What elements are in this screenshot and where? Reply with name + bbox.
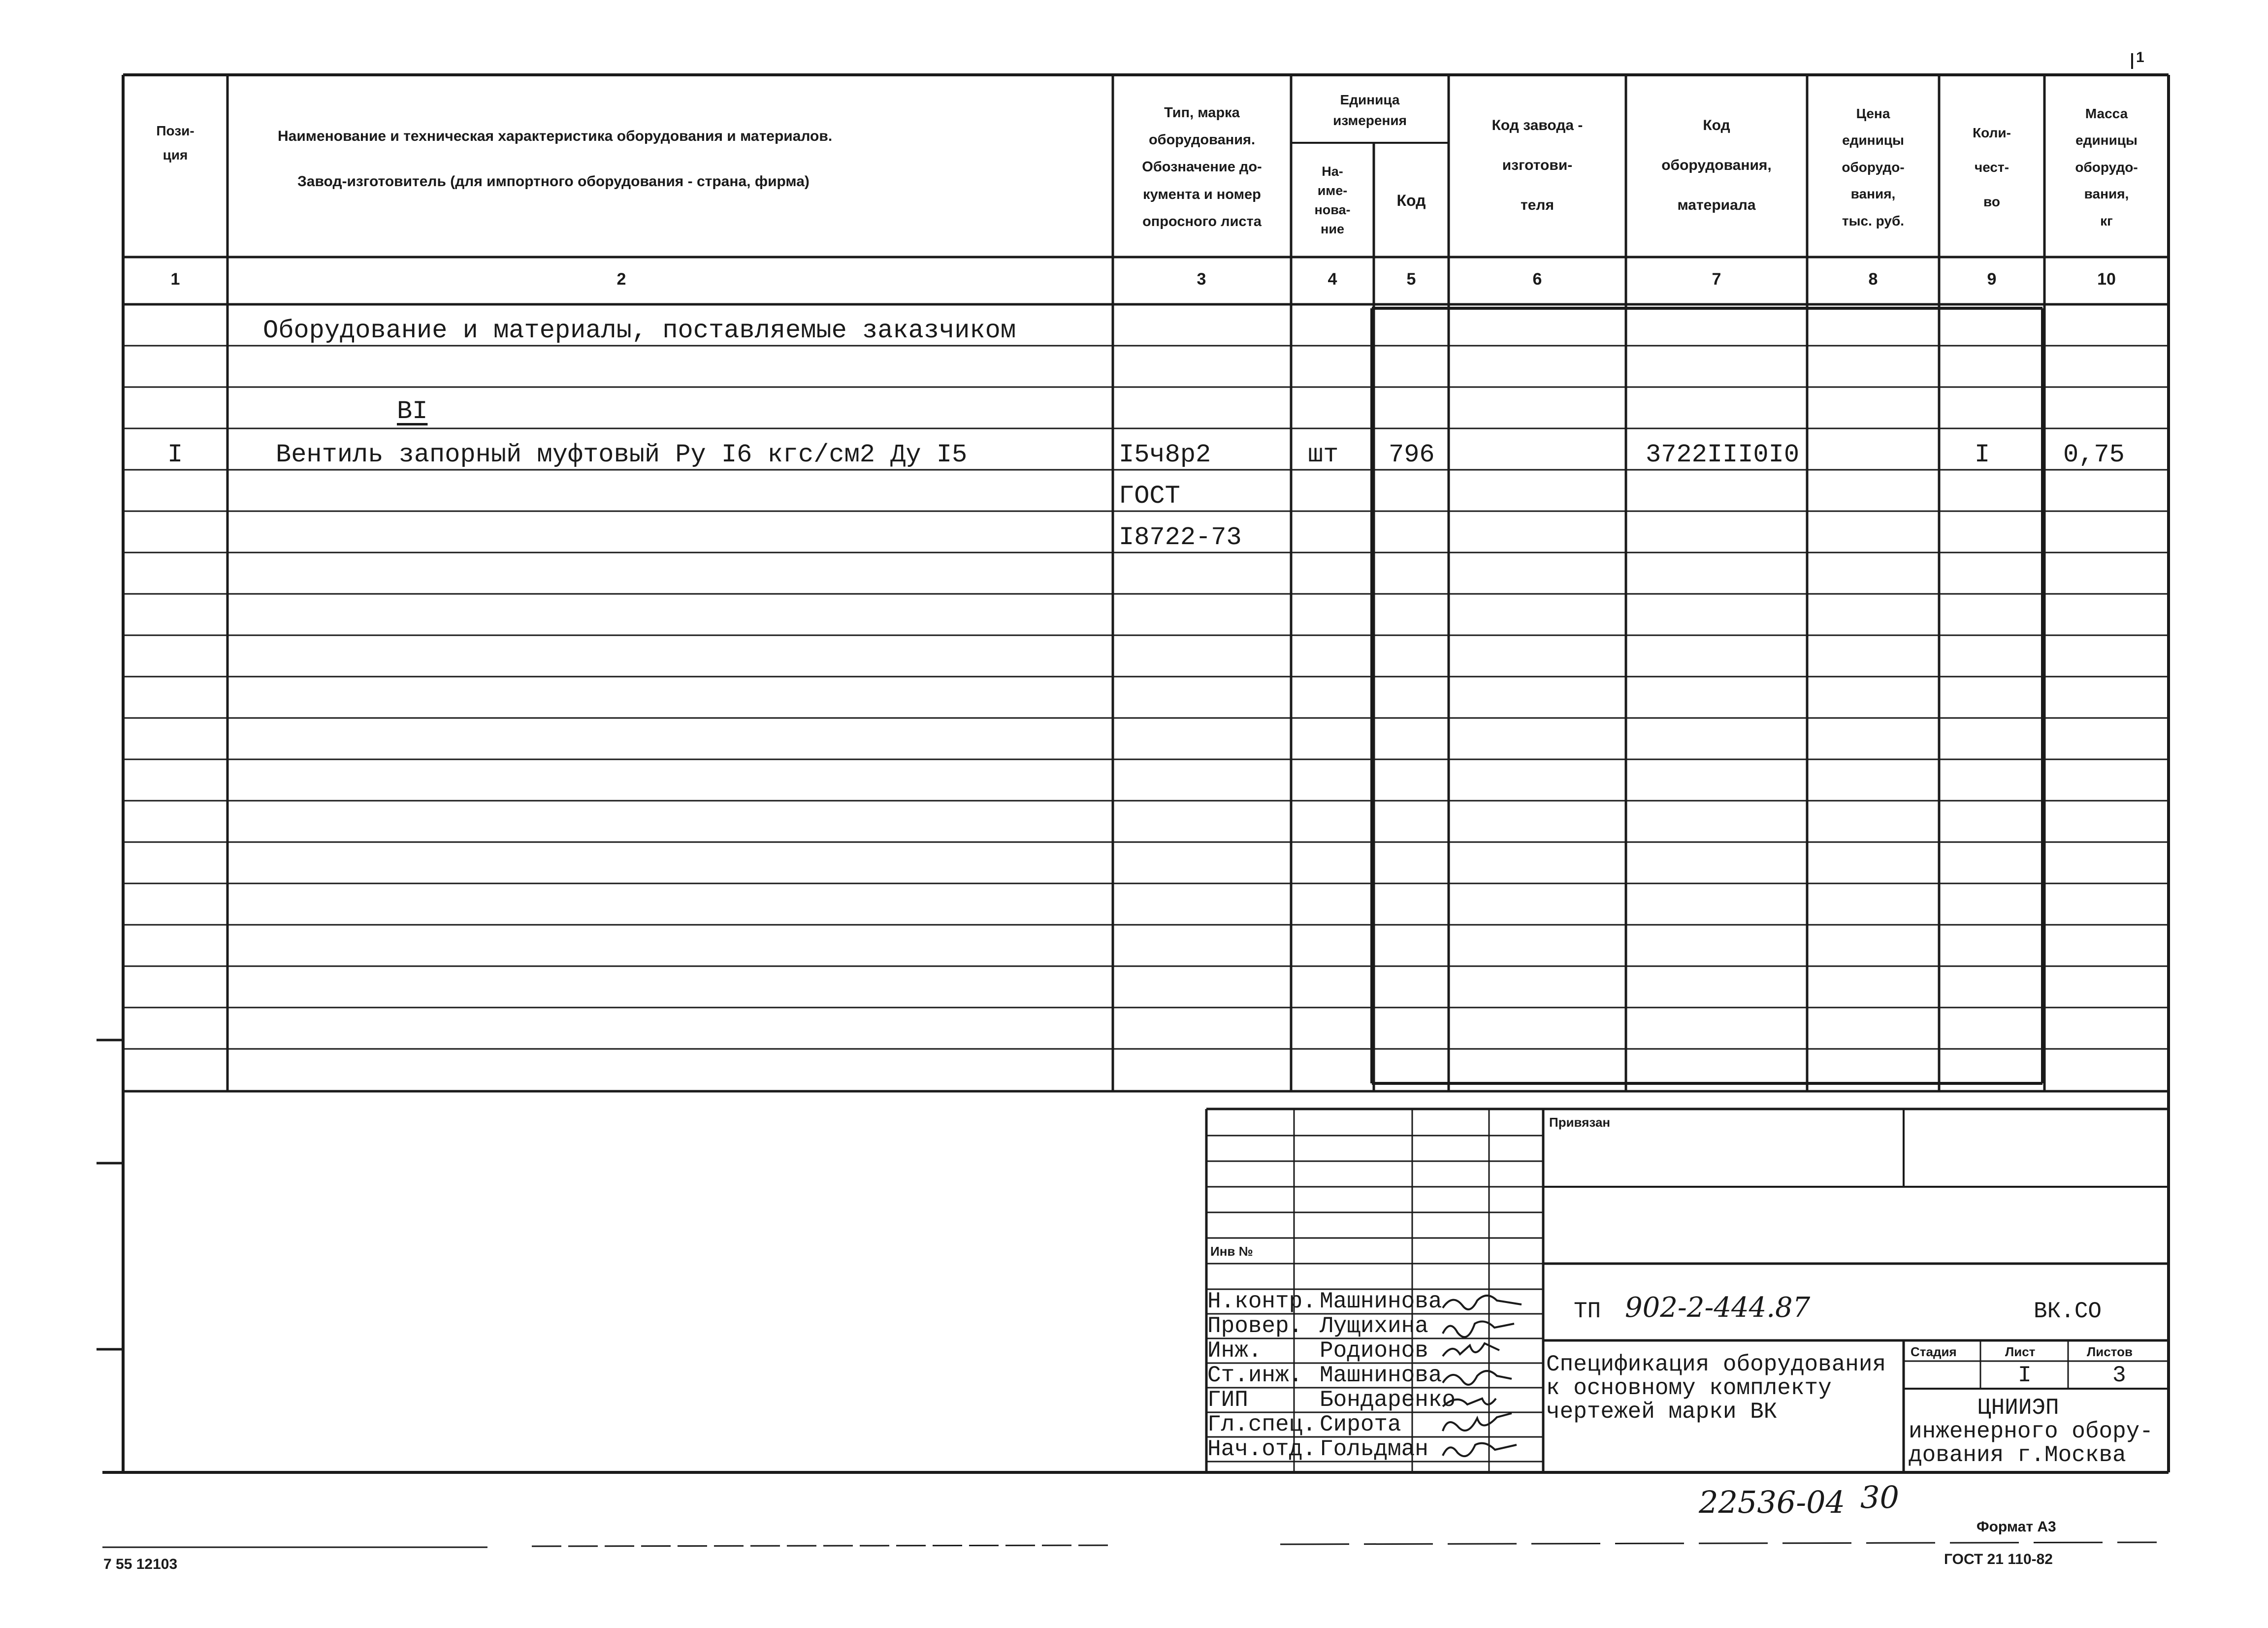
role-person: Лущихина xyxy=(1320,1313,1428,1339)
page-mark: 1 xyxy=(2136,49,2144,65)
stage-label: Стадия xyxy=(1911,1344,1957,1359)
role-label: Ст.инж. xyxy=(1207,1363,1303,1388)
archive-sheet: 30 xyxy=(1860,1479,1899,1515)
role-label: Провер. xyxy=(1207,1313,1303,1339)
paper-format: Формат А3 xyxy=(1976,1519,2056,1535)
column-number: 5 xyxy=(1406,270,1416,289)
column-number: 8 xyxy=(1868,270,1878,289)
column-number: 7 xyxy=(1712,270,1721,289)
organization-line3: дования г.Москва xyxy=(1909,1442,2126,1468)
signature-marks xyxy=(1438,1288,1536,1465)
column-number: 10 xyxy=(2097,270,2116,289)
role-label: Гл.спец. xyxy=(1207,1412,1316,1437)
column-number: 9 xyxy=(1987,270,1997,289)
role-person: Сирота xyxy=(1320,1412,1401,1437)
sheets-count: 3 xyxy=(2112,1363,2126,1388)
order-code: 7 55 12103 xyxy=(103,1556,178,1572)
column-number: 2 xyxy=(616,270,626,289)
role-person: Гольдман xyxy=(1320,1436,1428,1462)
project-prefix: ТП xyxy=(1574,1299,1601,1324)
attached-label: Привязан xyxy=(1549,1115,1611,1130)
item-material-code: 3722III0I0 xyxy=(1646,440,1800,469)
header-quantity: Коли- чест- во xyxy=(1973,125,2011,209)
role-person: Машнинова xyxy=(1320,1363,1442,1388)
document-title-line3: чертежей марки ВК xyxy=(1546,1399,1778,1425)
role-label: Н.контр. xyxy=(1207,1289,1316,1314)
section-title: Оборудование и материалы, поставляемые заказчиком xyxy=(263,316,1016,345)
item-position: I xyxy=(167,440,183,469)
organization-line2: инженерного обору- xyxy=(1909,1419,2153,1444)
column-number: 6 xyxy=(1532,270,1542,289)
role-label: Нач.отд. xyxy=(1207,1436,1316,1462)
header-unit-code: Код xyxy=(1396,192,1426,209)
document-code: ВК.СО xyxy=(2034,1299,2102,1324)
item-unit-code: 796 xyxy=(1389,440,1435,469)
archive-number: 22536-04 xyxy=(1699,1484,1846,1520)
header-factory-code: Код завода - изготови- теля xyxy=(1491,117,1583,213)
header-name-line1: Наименование и техническая характеристика оборудования и материалов. xyxy=(278,128,833,144)
column-number: 4 xyxy=(1328,270,1337,289)
header-material-code: Код оборудования, материала xyxy=(1661,117,1772,213)
header-name xyxy=(228,118,1112,217)
item-unit: шт xyxy=(1308,440,1339,469)
column-number: 3 xyxy=(1197,270,1206,289)
item-mass: 0,75 xyxy=(2063,440,2125,469)
sheet-label: Лист xyxy=(2005,1344,2036,1359)
item-name: Вентиль запорный муфтовый Ру I6 кгс/см2 Ду I5 xyxy=(276,440,968,469)
inventory-number-label: Инв № xyxy=(1210,1244,1253,1259)
header-unit-name: На- име- нова- ние xyxy=(1314,163,1351,237)
role-label: Инж. xyxy=(1207,1338,1262,1364)
role-person: Бондаренко xyxy=(1320,1387,1456,1413)
role-label: ГИП xyxy=(1207,1387,1248,1413)
header-mass: Масса единицы оборудо- вания, кг xyxy=(2075,105,2138,228)
role-person: Родионов xyxy=(1320,1338,1428,1364)
header-type: Тип, марка оборудования. Обозначение до- кумента и номер опросного листа xyxy=(1142,105,1262,229)
document-title-line2: к основному комплекту xyxy=(1546,1375,1832,1401)
sheet-number: I xyxy=(2018,1363,2032,1388)
organization-line1: ЦНИИЭП xyxy=(1977,1395,2059,1421)
subsection-label: BI xyxy=(397,397,428,426)
header-name-line2: Завод-изготовитель (для импортного оборудования - страна, фирма) xyxy=(297,173,810,190)
item-standard-number: I8722-73 xyxy=(1119,523,1242,552)
document-title-line1: Спецификация оборудования xyxy=(1546,1352,1886,1377)
project-number: 902-2-444.87 xyxy=(1625,1292,1811,1324)
sheets-label: Листов xyxy=(2087,1344,2133,1359)
role-person: Машнинова xyxy=(1320,1289,1442,1314)
header-unit-group: Единица измерения xyxy=(1333,92,1407,128)
item-type: I5ч8р2 xyxy=(1119,440,1211,469)
item-quantity: I xyxy=(1975,440,1990,469)
item-standard: ГОСТ xyxy=(1119,482,1180,511)
column-number: 1 xyxy=(170,270,180,289)
header-price: Цена единицы оборудо- вания, тыс. руб. xyxy=(1842,105,1905,228)
gost-reference: ГОСТ 21 110-82 xyxy=(1944,1551,2053,1567)
header-position: Пози- ция xyxy=(156,123,194,163)
